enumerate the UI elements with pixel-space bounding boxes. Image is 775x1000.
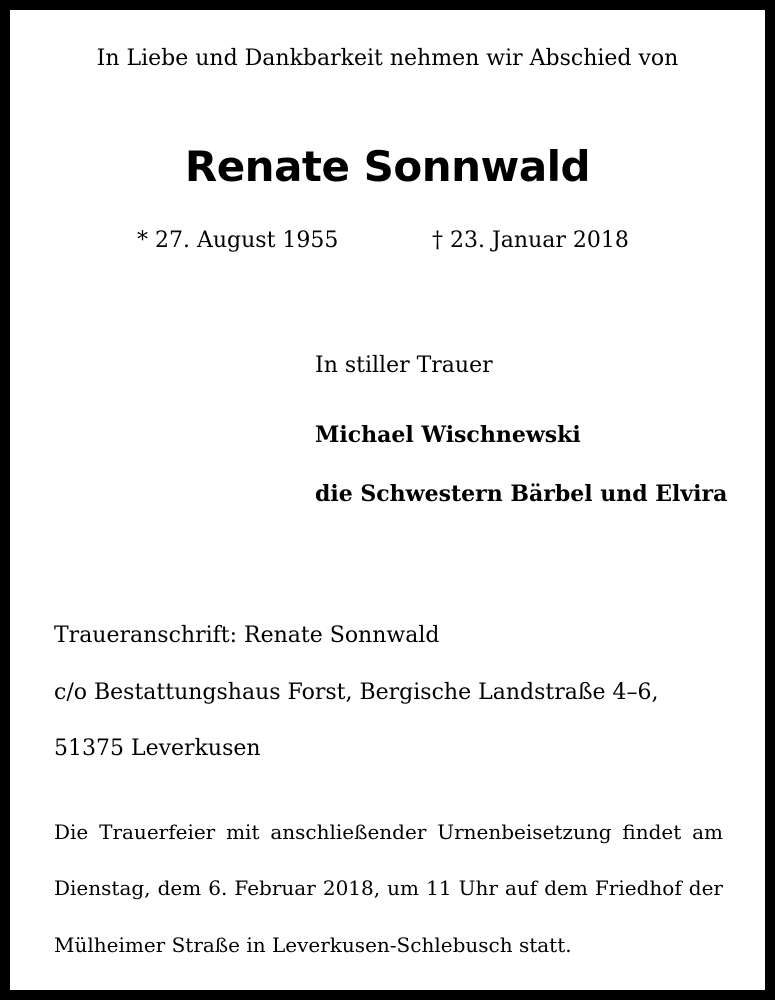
- address-line: Traueranschrift: Renate Sonnwald: [54, 623, 440, 648]
- mourner-name: Michael Wischnewski: [315, 422, 581, 448]
- death-date: † 23. Januar 2018: [432, 228, 629, 253]
- ceremony-line: Dienstag, dem 6. Februar 2018, um 11 Uhr auf dem Friedhof der: [54, 876, 723, 900]
- deceased-name: Renate Sonnwald: [184, 142, 591, 191]
- birth-date: * 27. August 1955: [137, 228, 339, 253]
- address-line: c/o Bestattungshaus Forst, Bergische Landstraße 4–6,: [54, 680, 659, 705]
- mourner-name: die Schwestern Bärbel und Elvira: [315, 481, 728, 507]
- intro-text: In Liebe und Dankbarkeit nehmen wir Abschied von: [96, 46, 679, 71]
- ceremony-line: Mülheimer Straße in Leverkusen-Schlebusch statt.: [54, 933, 572, 957]
- address-line: 51375 Leverkusen: [54, 736, 261, 761]
- mourners-intro: In stiller Trauer: [315, 353, 493, 378]
- ceremony-line: Die Trauerfeier mit anschließender Urnenbeisetzung findet am: [54, 820, 723, 844]
